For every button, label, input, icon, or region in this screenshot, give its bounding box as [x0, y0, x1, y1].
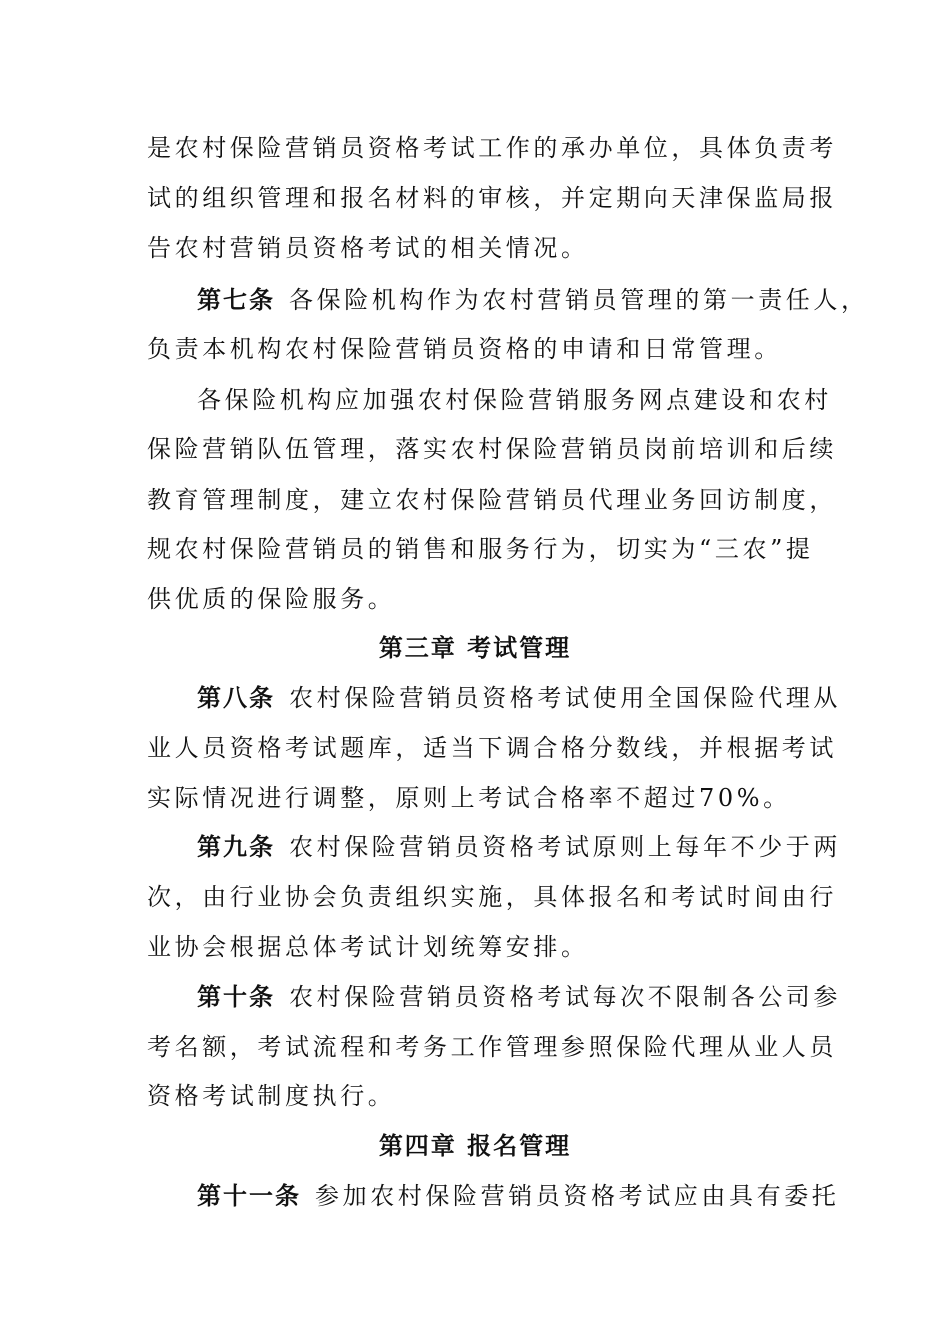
- article-8-line: [197, 683, 857, 713]
- text-line: 试的组织管理和报名材料的审核，并定期向天津保监局报: [147, 184, 837, 212]
- text-line: 是农村保险营销员资格考试工作的承办单位，具体负责考: [147, 134, 837, 162]
- article-8-label: 第八条: [197, 684, 275, 712]
- text-line: 规农村保险营销员的销售和服务行为，切实为“三农”提: [147, 535, 814, 563]
- article-11-label: 第十一条: [197, 1182, 301, 1210]
- text-line: 资格考试制度执行。: [147, 1082, 396, 1110]
- text-line: 负责本机构农村保险营销员资格的申请和日常管理。: [147, 335, 782, 363]
- text-line: 供优质的保险服务。: [147, 585, 396, 613]
- text-line: 保险营销队伍管理，落实农村保险营销员岗前培训和后续: [147, 435, 837, 463]
- text-line: 教育管理制度，建立农村保险营销员代理业务回访制度，: [147, 486, 837, 514]
- text-line: 业人员资格考试题库，适当下调合格分数线，并根据考试: [147, 734, 837, 762]
- article-9-label: 第九条: [197, 833, 275, 861]
- article-10-text: 农村保险营销员资格考试每次不限制各公司参: [289, 983, 841, 1011]
- chapter-3-heading: 第三章 考试管理: [378, 634, 572, 662]
- article-7-text: 各保险机构作为农村营销员管理的第一责任人，: [289, 286, 869, 314]
- text-line: 业协会根据总体考试计划统筹安排。: [147, 933, 589, 961]
- article-8-text: 农村保险营销员资格考试使用全国保险代理从: [289, 684, 841, 712]
- text-line: 考名额，考试流程和考务工作管理参照保险代理从业人员: [147, 1033, 837, 1061]
- article-11-line: [197, 1181, 857, 1211]
- article-11-text: 参加农村保险营销员资格考试应由具有委托: [315, 1182, 840, 1210]
- article-10-line: [197, 982, 857, 1012]
- article-9-text: 农村保险营销员资格考试原则上每年不少于两: [289, 833, 841, 861]
- article-7-label: 第七条: [197, 286, 275, 314]
- text-line: 实际情况进行调整，原则上考试合格率不超过70%。: [147, 784, 791, 812]
- text-line: 各保险机构应加强农村保险营销服务网点建设和农村: [197, 386, 832, 414]
- chapter-4-heading: 第四章 报名管理: [378, 1132, 572, 1160]
- article-7-line: [197, 285, 869, 315]
- article-10-label: 第十条: [197, 983, 275, 1011]
- article-9-line: [197, 832, 857, 862]
- text-line: 告农村营销员资格考试的相关情况。: [147, 234, 589, 262]
- text-line: 次，由行业协会负责组织实施，具体报名和考试时间由行: [147, 883, 837, 911]
